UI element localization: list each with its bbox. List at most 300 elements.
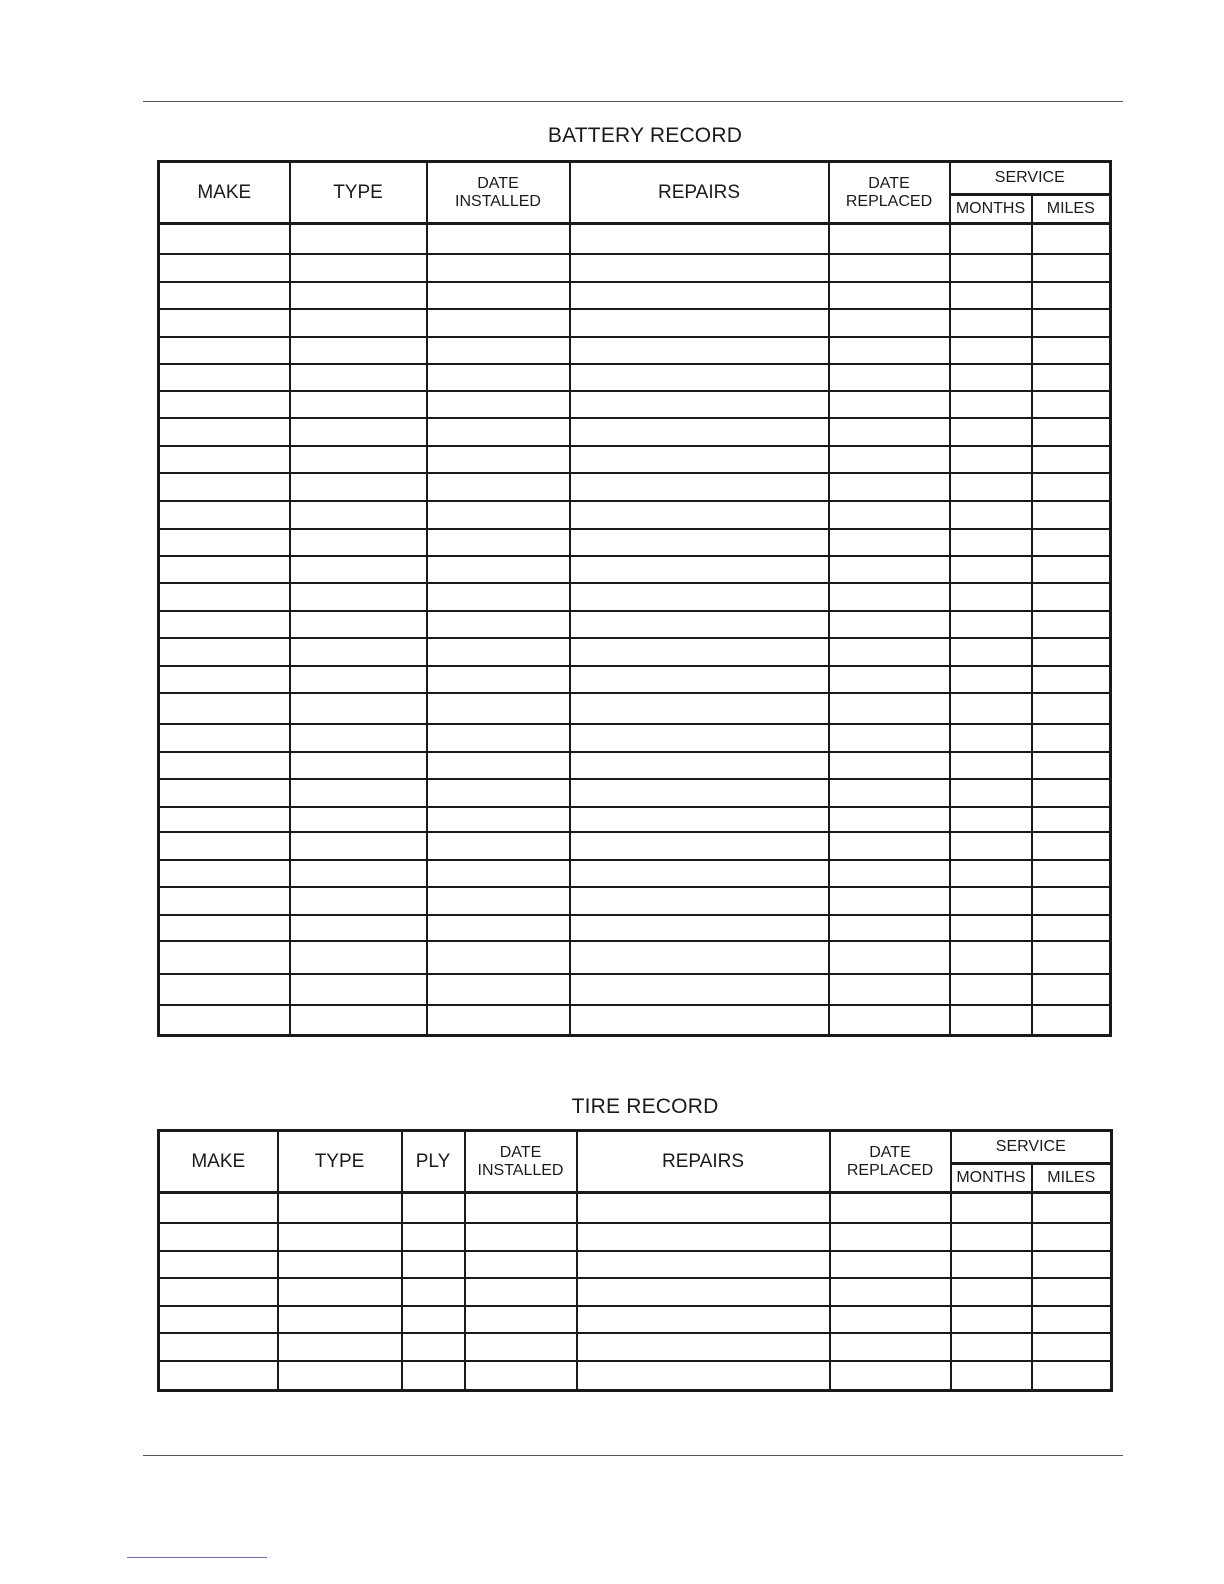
- blank-entry-cell[interactable]: [159, 1306, 278, 1333]
- blank-entry-cell[interactable]: [829, 224, 950, 254]
- table-row: [159, 832, 1111, 860]
- blank-entry-cell[interactable]: [950, 752, 1032, 779]
- blank-entry-cell[interactable]: [1032, 666, 1111, 693]
- blank-entry-cell[interactable]: [950, 391, 1032, 418]
- blank-entry-cell[interactable]: [159, 974, 290, 1005]
- blank-entry-cell[interactable]: [427, 807, 570, 832]
- blank-entry-cell[interactable]: [159, 611, 290, 638]
- blank-entry-cell[interactable]: [159, 224, 290, 254]
- blank-entry-cell[interactable]: [1032, 1333, 1112, 1361]
- blank-entry-cell[interactable]: [951, 1223, 1032, 1251]
- blank-entry-cell[interactable]: [570, 693, 829, 724]
- blank-entry-cell[interactable]: [830, 1251, 951, 1278]
- blank-entry-cell[interactable]: [950, 638, 1032, 666]
- blank-entry-cell[interactable]: [427, 583, 570, 611]
- blank-entry-cell[interactable]: [950, 556, 1032, 583]
- blank-entry-cell[interactable]: [829, 724, 950, 752]
- table-row: [159, 666, 1111, 693]
- blank-entry-cell[interactable]: [1032, 529, 1111, 556]
- tire-record-title: TIRE RECORD: [571, 1095, 719, 1118]
- blank-entry-cell[interactable]: [427, 752, 570, 779]
- blank-entry-cell[interactable]: [1032, 941, 1111, 974]
- blank-entry-cell[interactable]: [1032, 583, 1111, 611]
- blank-entry-cell[interactable]: [465, 1278, 577, 1306]
- blank-entry-cell[interactable]: [159, 282, 290, 309]
- blank-entry-cell[interactable]: [290, 583, 427, 611]
- blank-entry-cell[interactable]: [570, 529, 829, 556]
- tire-record-body: [159, 1193, 1112, 1391]
- col-date-installed-header: [427, 162, 570, 224]
- blank-entry-cell[interactable]: [159, 666, 290, 693]
- blank-entry-cell[interactable]: [950, 860, 1032, 887]
- blank-entry-cell[interactable]: [570, 224, 829, 254]
- blank-entry-cell[interactable]: [1032, 1193, 1112, 1223]
- blank-entry-cell[interactable]: [570, 974, 829, 1005]
- blank-entry-cell[interactable]: [159, 1193, 278, 1223]
- blank-entry-cell[interactable]: [159, 364, 290, 391]
- blank-entry-cell[interactable]: [830, 1333, 951, 1361]
- blank-entry-cell[interactable]: [427, 724, 570, 752]
- blank-entry-cell[interactable]: [570, 391, 829, 418]
- blank-entry-cell[interactable]: [159, 724, 290, 752]
- blank-entry-cell[interactable]: [159, 391, 290, 418]
- blank-entry-cell[interactable]: [577, 1193, 830, 1223]
- blank-entry-cell[interactable]: [159, 556, 290, 583]
- col-months-header: MONTHS: [950, 195, 1032, 224]
- blank-entry-cell[interactable]: [951, 1193, 1032, 1223]
- blank-entry-cell[interactable]: [830, 1223, 951, 1251]
- blank-entry-cell[interactable]: [1032, 556, 1111, 583]
- blank-entry-cell[interactable]: [829, 446, 950, 473]
- blank-entry-cell[interactable]: [290, 529, 427, 556]
- blank-entry-cell[interactable]: [427, 941, 570, 974]
- blank-entry-cell[interactable]: [829, 752, 950, 779]
- blank-entry-cell[interactable]: [278, 1251, 402, 1278]
- blank-entry-cell[interactable]: [951, 1278, 1032, 1306]
- blank-entry-cell[interactable]: [829, 501, 950, 529]
- blank-entry-cell[interactable]: [427, 418, 570, 446]
- blank-entry-cell[interactable]: [570, 583, 829, 611]
- blank-entry-cell[interactable]: [402, 1251, 465, 1278]
- blank-entry-cell[interactable]: [570, 501, 829, 529]
- blank-entry-cell[interactable]: [1032, 473, 1111, 501]
- blank-entry-cell[interactable]: [829, 418, 950, 446]
- blank-entry-cell[interactable]: [570, 752, 829, 779]
- blank-entry-cell[interactable]: [159, 915, 290, 941]
- blank-entry-cell[interactable]: [570, 309, 829, 337]
- table-row: [159, 364, 1111, 391]
- blank-entry-cell[interactable]: [278, 1306, 402, 1333]
- blank-entry-cell[interactable]: [427, 446, 570, 473]
- blank-entry-cell[interactable]: [1032, 501, 1111, 529]
- blank-entry-cell[interactable]: [290, 611, 427, 638]
- blank-entry-cell[interactable]: [950, 473, 1032, 501]
- blank-entry-cell[interactable]: [829, 529, 950, 556]
- blank-entry-cell[interactable]: [290, 282, 427, 309]
- blank-entry-cell[interactable]: [829, 832, 950, 860]
- blank-entry-cell[interactable]: [159, 807, 290, 832]
- blank-entry-cell[interactable]: [402, 1306, 465, 1333]
- blank-entry-cell[interactable]: [950, 724, 1032, 752]
- blank-entry-cell[interactable]: [829, 254, 950, 282]
- blank-entry-cell[interactable]: [290, 724, 427, 752]
- blank-entry-cell[interactable]: [427, 779, 570, 807]
- blank-entry-cell[interactable]: [1032, 887, 1111, 915]
- blank-entry-cell[interactable]: [427, 391, 570, 418]
- blank-entry-cell[interactable]: [159, 418, 290, 446]
- blank-entry-cell[interactable]: [1032, 364, 1111, 391]
- blank-entry-cell[interactable]: [570, 418, 829, 446]
- blank-entry-cell[interactable]: [830, 1278, 951, 1306]
- blank-entry-cell[interactable]: [427, 638, 570, 666]
- col-date-installed-header: [465, 1131, 577, 1193]
- table-row: [159, 611, 1111, 638]
- blank-entry-cell[interactable]: [290, 556, 427, 583]
- blank-entry-cell[interactable]: [950, 309, 1032, 337]
- blank-entry-cell[interactable]: [829, 941, 950, 974]
- col-type-header: TYPE: [278, 1131, 402, 1193]
- blank-entry-cell[interactable]: [829, 693, 950, 724]
- blank-entry-cell[interactable]: [950, 583, 1032, 611]
- blank-entry-cell[interactable]: [427, 666, 570, 693]
- blank-entry-cell[interactable]: [290, 224, 427, 254]
- blank-entry-cell[interactable]: [829, 1005, 950, 1036]
- blank-entry-cell[interactable]: [577, 1251, 830, 1278]
- blank-entry-cell[interactable]: [159, 887, 290, 915]
- blank-entry-cell[interactable]: [1032, 391, 1111, 418]
- blank-entry-cell[interactable]: [402, 1223, 465, 1251]
- blank-entry-cell[interactable]: [570, 254, 829, 282]
- blank-entry-cell[interactable]: [1032, 860, 1111, 887]
- blank-entry-cell[interactable]: [1032, 752, 1111, 779]
- table-row: [159, 752, 1111, 779]
- table-row: [159, 974, 1111, 1005]
- blank-entry-cell[interactable]: [290, 666, 427, 693]
- blank-entry-cell[interactable]: [1032, 1306, 1112, 1333]
- blank-entry-cell[interactable]: [1032, 337, 1111, 364]
- blank-entry-cell[interactable]: [570, 666, 829, 693]
- col-miles-header: MILES: [1032, 195, 1111, 224]
- blank-entry-cell[interactable]: [570, 724, 829, 752]
- blank-entry-cell[interactable]: [829, 915, 950, 941]
- blank-entry-cell[interactable]: [427, 611, 570, 638]
- blank-entry-cell[interactable]: [950, 915, 1032, 941]
- blank-entry-cell[interactable]: [950, 666, 1032, 693]
- blank-entry-cell[interactable]: [570, 779, 829, 807]
- blank-entry-cell[interactable]: [951, 1251, 1032, 1278]
- blank-entry-cell[interactable]: [290, 501, 427, 529]
- blank-entry-cell[interactable]: [290, 418, 427, 446]
- blank-entry-cell[interactable]: [290, 974, 427, 1005]
- blank-entry-cell[interactable]: [427, 337, 570, 364]
- blank-entry-cell[interactable]: [950, 529, 1032, 556]
- blank-entry-cell[interactable]: [1032, 224, 1111, 254]
- blank-entry-cell[interactable]: [570, 860, 829, 887]
- blank-entry-cell[interactable]: [829, 337, 950, 364]
- blank-entry-cell[interactable]: [570, 915, 829, 941]
- blank-entry-cell[interactable]: [570, 807, 829, 832]
- blank-entry-cell[interactable]: [570, 887, 829, 915]
- blank-entry-cell[interactable]: [1032, 1005, 1111, 1036]
- blank-entry-cell[interactable]: [465, 1193, 577, 1223]
- blank-entry-cell[interactable]: [570, 832, 829, 860]
- blank-entry-cell[interactable]: [427, 693, 570, 724]
- blank-entry-cell[interactable]: [290, 638, 427, 666]
- blank-entry-cell[interactable]: [159, 1333, 278, 1361]
- blank-entry-cell[interactable]: [830, 1306, 951, 1333]
- blank-entry-cell[interactable]: [159, 693, 290, 724]
- blank-entry-cell[interactable]: [570, 1005, 829, 1036]
- blank-entry-cell[interactable]: [950, 282, 1032, 309]
- blank-entry-cell[interactable]: [829, 282, 950, 309]
- blank-entry-cell[interactable]: [427, 974, 570, 1005]
- blank-entry-cell[interactable]: [427, 1005, 570, 1036]
- blank-entry-cell[interactable]: [290, 391, 427, 418]
- blank-entry-cell[interactable]: [290, 693, 427, 724]
- battery-record-title: BATTERY RECORD: [547, 124, 743, 147]
- blank-entry-cell[interactable]: [290, 254, 427, 282]
- blank-entry-cell[interactable]: [951, 1333, 1032, 1361]
- date-installed-line2: INSTALLED: [455, 192, 541, 210]
- col-make-header: MAKE: [159, 162, 290, 224]
- blank-entry-cell[interactable]: [950, 611, 1032, 638]
- blank-entry-cell[interactable]: [159, 752, 290, 779]
- table-row: [159, 309, 1111, 337]
- col-ply-header: PLY: [402, 1131, 465, 1193]
- table-row: [159, 1361, 1112, 1391]
- blank-entry-cell[interactable]: [427, 860, 570, 887]
- blank-entry-cell[interactable]: [465, 1251, 577, 1278]
- blank-entry-cell[interactable]: [465, 1361, 577, 1391]
- blank-entry-cell[interactable]: [1032, 974, 1111, 1005]
- blank-entry-cell[interactable]: [159, 1278, 278, 1306]
- blank-entry-cell[interactable]: [950, 224, 1032, 254]
- blank-entry-cell[interactable]: [577, 1223, 830, 1251]
- table-row: [159, 473, 1111, 501]
- blank-entry-cell[interactable]: [829, 309, 950, 337]
- blank-entry-cell[interactable]: [1032, 309, 1111, 337]
- blank-entry-cell[interactable]: [159, 473, 290, 501]
- blank-entry-cell[interactable]: [1032, 282, 1111, 309]
- blank-entry-cell[interactable]: [278, 1361, 402, 1391]
- blank-entry-cell[interactable]: [465, 1333, 577, 1361]
- blank-entry-cell[interactable]: [1032, 915, 1111, 941]
- blank-entry-cell[interactable]: [570, 473, 829, 501]
- blank-entry-cell[interactable]: [402, 1278, 465, 1306]
- blank-entry-cell[interactable]: [159, 501, 290, 529]
- blank-entry-cell[interactable]: [1032, 693, 1111, 724]
- bottom-rule: [143, 1455, 1123, 1456]
- blank-entry-cell[interactable]: [427, 282, 570, 309]
- blank-entry-cell[interactable]: [465, 1223, 577, 1251]
- blank-entry-cell[interactable]: [950, 779, 1032, 807]
- table-row: [159, 282, 1111, 309]
- blank-entry-cell[interactable]: [829, 556, 950, 583]
- table-row: [159, 887, 1111, 915]
- blank-entry-cell[interactable]: [290, 446, 427, 473]
- blank-entry-cell[interactable]: [290, 1005, 427, 1036]
- blank-entry-cell[interactable]: [950, 693, 1032, 724]
- blank-entry-cell[interactable]: [950, 364, 1032, 391]
- blank-entry-cell[interactable]: [290, 887, 427, 915]
- blank-entry-cell[interactable]: [950, 501, 1032, 529]
- blank-entry-cell[interactable]: [159, 446, 290, 473]
- blank-entry-cell[interactable]: [290, 309, 427, 337]
- date-installed-line1: DATE: [499, 1143, 542, 1161]
- blank-entry-cell[interactable]: [1032, 446, 1111, 473]
- blank-entry-cell[interactable]: [570, 446, 829, 473]
- battery-record-table: [157, 160, 1112, 1037]
- blank-entry-cell[interactable]: [950, 1005, 1032, 1036]
- blank-entry-cell[interactable]: [159, 779, 290, 807]
- blank-entry-cell[interactable]: [1032, 1251, 1112, 1278]
- blank-entry-cell[interactable]: [290, 860, 427, 887]
- blank-entry-cell[interactable]: [951, 1306, 1032, 1333]
- blank-entry-cell[interactable]: [1032, 1223, 1112, 1251]
- blank-entry-cell[interactable]: [427, 529, 570, 556]
- blank-entry-cell[interactable]: [159, 1005, 290, 1036]
- blank-entry-cell[interactable]: [1032, 254, 1111, 282]
- table-row: [159, 724, 1111, 752]
- blank-entry-cell[interactable]: [829, 611, 950, 638]
- blank-entry-cell[interactable]: [1032, 724, 1111, 752]
- blank-entry-cell[interactable]: [278, 1278, 402, 1306]
- blank-entry-cell[interactable]: [1032, 832, 1111, 860]
- table-row: [159, 391, 1111, 418]
- blank-entry-cell[interactable]: [290, 941, 427, 974]
- blank-entry-cell[interactable]: [829, 473, 950, 501]
- blank-entry-cell[interactable]: [1032, 418, 1111, 446]
- blank-entry-cell[interactable]: [427, 224, 570, 254]
- blank-entry-cell[interactable]: [278, 1333, 402, 1361]
- blank-entry-cell[interactable]: [159, 1223, 278, 1251]
- blank-entry-cell[interactable]: [950, 337, 1032, 364]
- table-row: [159, 556, 1111, 583]
- table-row: [159, 446, 1111, 473]
- date-installed-line1: DATE: [477, 174, 519, 192]
- blank-entry-cell[interactable]: [290, 807, 427, 832]
- blank-entry-cell[interactable]: [951, 1361, 1032, 1391]
- blank-entry-cell[interactable]: [1032, 1278, 1112, 1306]
- blank-entry-cell[interactable]: [159, 860, 290, 887]
- blank-entry-cell[interactable]: [402, 1333, 465, 1361]
- blank-entry-cell[interactable]: [570, 941, 829, 974]
- blank-entry-cell[interactable]: [950, 941, 1032, 974]
- blank-entry-cell[interactable]: [829, 860, 950, 887]
- blank-entry-cell[interactable]: [950, 446, 1032, 473]
- table-row: [159, 1005, 1111, 1036]
- blank-entry-cell[interactable]: [159, 832, 290, 860]
- blank-entry-cell[interactable]: [570, 364, 829, 391]
- blank-entry-cell[interactable]: [577, 1333, 830, 1361]
- table-row: [159, 860, 1111, 887]
- blank-entry-cell[interactable]: [427, 501, 570, 529]
- blank-entry-cell[interactable]: [159, 1251, 278, 1278]
- blank-entry-cell[interactable]: [1032, 779, 1111, 807]
- blank-entry-cell[interactable]: [950, 887, 1032, 915]
- blank-entry-cell[interactable]: [570, 611, 829, 638]
- blank-entry-cell[interactable]: [159, 529, 290, 556]
- blank-entry-cell[interactable]: [427, 364, 570, 391]
- blank-entry-cell[interactable]: [829, 364, 950, 391]
- col-service-header: SERVICE: [950, 162, 1111, 195]
- blank-entry-cell[interactable]: [1032, 1361, 1112, 1391]
- blank-entry-cell[interactable]: [950, 418, 1032, 446]
- blank-entry-cell[interactable]: [577, 1278, 830, 1306]
- blank-entry-cell[interactable]: [829, 974, 950, 1005]
- date-installed-line2: INSTALLED: [477, 1161, 564, 1179]
- blank-entry-cell[interactable]: [159, 1361, 278, 1391]
- blank-entry-cell[interactable]: [402, 1193, 465, 1223]
- table-row: [159, 693, 1111, 724]
- blank-entry-cell[interactable]: [427, 915, 570, 941]
- blank-entry-cell[interactable]: [427, 556, 570, 583]
- blank-entry-cell[interactable]: [950, 974, 1032, 1005]
- blank-entry-cell[interactable]: [829, 638, 950, 666]
- col-date-replaced-header: [830, 1131, 951, 1193]
- blank-entry-cell[interactable]: [577, 1361, 830, 1391]
- blank-entry-cell[interactable]: [829, 391, 950, 418]
- blank-entry-cell[interactable]: [290, 473, 427, 501]
- blank-entry-cell[interactable]: [570, 638, 829, 666]
- blank-entry-cell[interactable]: [829, 779, 950, 807]
- blank-entry-cell[interactable]: [829, 807, 950, 832]
- blank-entry-cell[interactable]: [829, 666, 950, 693]
- blank-entry-cell[interactable]: [427, 832, 570, 860]
- blank-entry-cell[interactable]: [829, 887, 950, 915]
- blank-entry-cell[interactable]: [830, 1361, 951, 1391]
- blank-entry-cell[interactable]: [1032, 611, 1111, 638]
- blank-entry-cell[interactable]: [278, 1193, 402, 1223]
- blank-entry-cell[interactable]: [159, 638, 290, 666]
- blank-entry-cell[interactable]: [290, 915, 427, 941]
- blank-entry-cell[interactable]: [1032, 807, 1111, 832]
- blank-entry-cell[interactable]: [950, 807, 1032, 832]
- blank-entry-cell[interactable]: [290, 832, 427, 860]
- table-row: [159, 941, 1111, 974]
- blank-entry-cell[interactable]: [829, 583, 950, 611]
- blank-entry-cell[interactable]: [290, 779, 427, 807]
- blank-entry-cell[interactable]: [570, 556, 829, 583]
- blank-entry-cell[interactable]: [465, 1306, 577, 1333]
- blank-entry-cell[interactable]: [427, 887, 570, 915]
- blank-entry-cell[interactable]: [950, 832, 1032, 860]
- blank-entry-cell[interactable]: [1032, 638, 1111, 666]
- blank-entry-cell[interactable]: [427, 254, 570, 282]
- blank-entry-cell[interactable]: [159, 337, 290, 364]
- blank-entry-cell[interactable]: [159, 254, 290, 282]
- blank-entry-cell[interactable]: [402, 1361, 465, 1391]
- col-make-header: MAKE: [159, 1131, 278, 1193]
- blank-entry-cell[interactable]: [950, 254, 1032, 282]
- blank-entry-cell[interactable]: [159, 309, 290, 337]
- table-row: [159, 254, 1111, 282]
- blank-entry-cell[interactable]: [570, 337, 829, 364]
- blank-entry-cell[interactable]: [278, 1223, 402, 1251]
- blank-entry-cell[interactable]: [577, 1306, 830, 1333]
- blank-entry-cell[interactable]: [427, 473, 570, 501]
- blank-entry-cell[interactable]: [290, 364, 427, 391]
- table-row: [159, 915, 1111, 941]
- blank-entry-cell[interactable]: [159, 941, 290, 974]
- blank-entry-cell[interactable]: [290, 337, 427, 364]
- blank-entry-cell[interactable]: [290, 752, 427, 779]
- blank-entry-cell[interactable]: [427, 309, 570, 337]
- blank-entry-cell[interactable]: [570, 282, 829, 309]
- blank-entry-cell[interactable]: [159, 583, 290, 611]
- blank-entry-cell[interactable]: [830, 1193, 951, 1223]
- table-row: [159, 337, 1111, 364]
